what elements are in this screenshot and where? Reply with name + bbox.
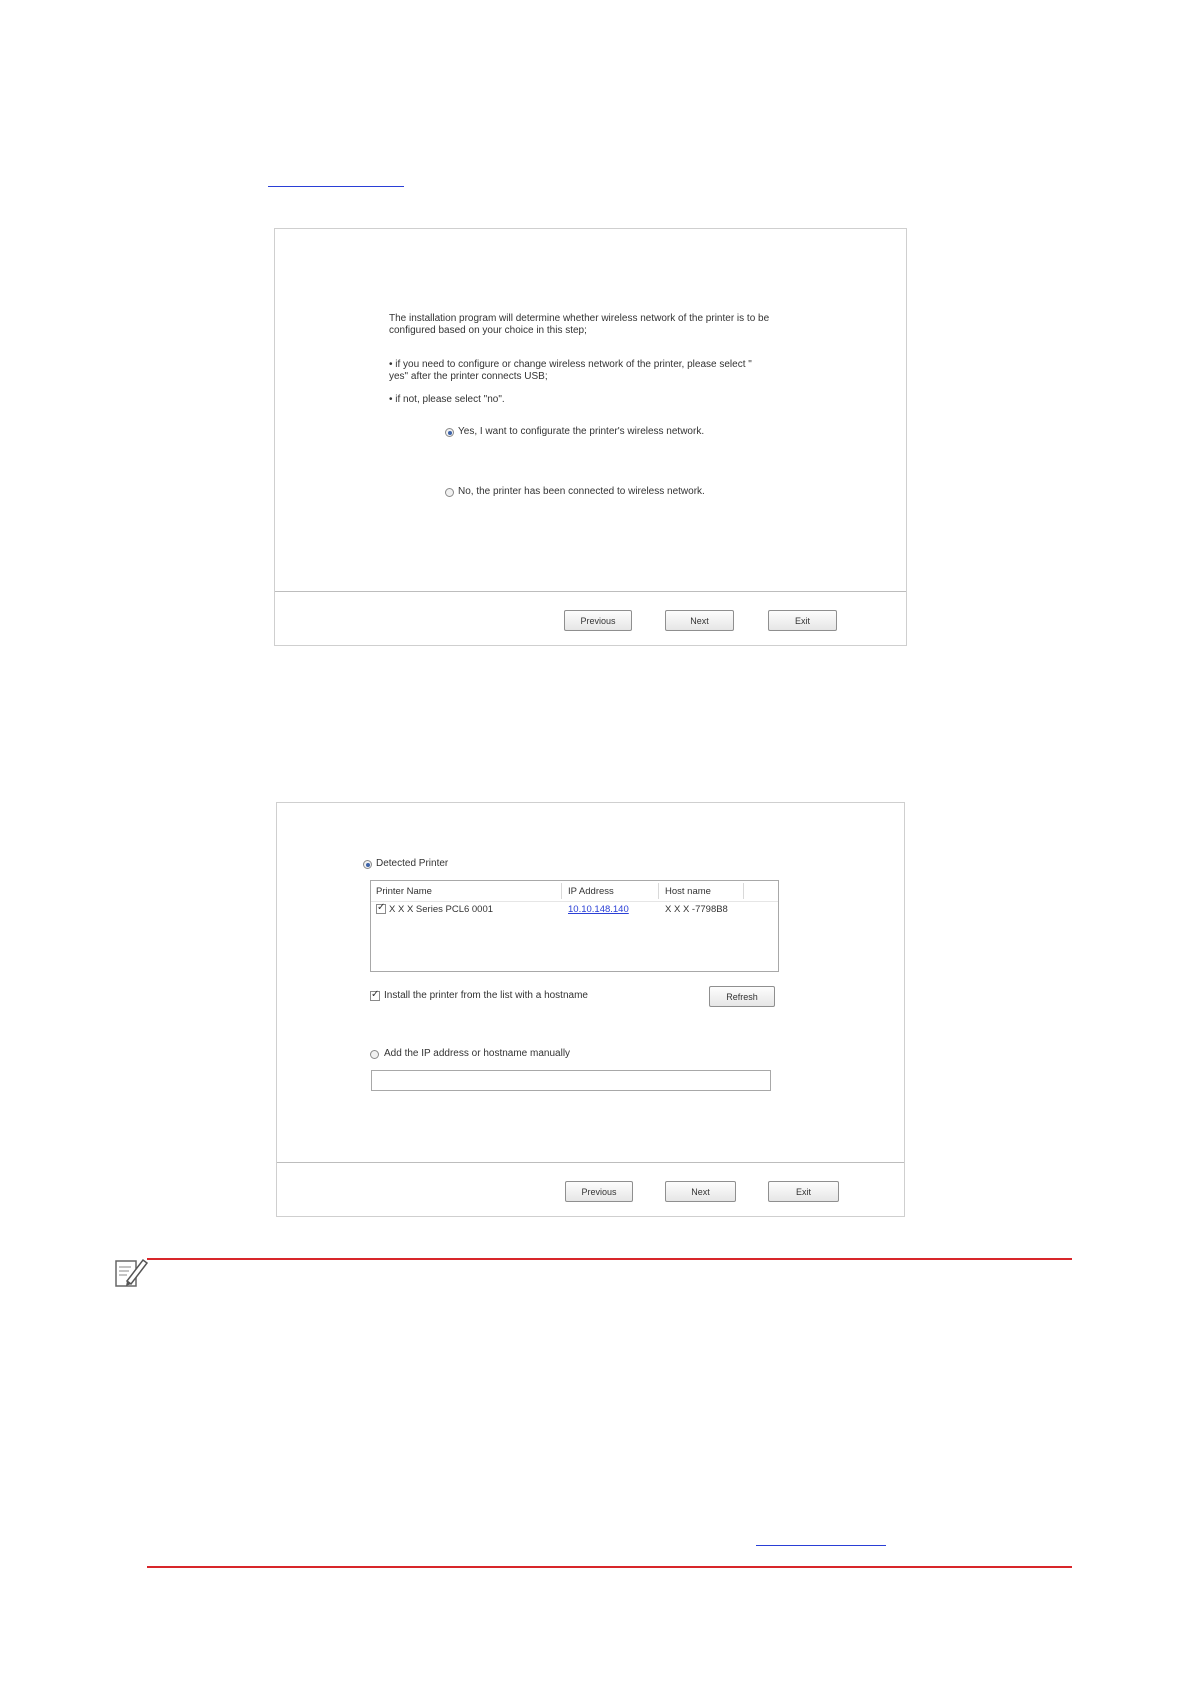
list-header — [371, 881, 778, 902]
radio-yes[interactable] — [445, 428, 454, 437]
next-button[interactable]: Next — [665, 610, 734, 631]
radio-no[interactable] — [445, 488, 454, 497]
refresh-button[interactable]: Refresh — [709, 986, 775, 1007]
hostname-checkbox[interactable] — [370, 991, 380, 1001]
col-printer-name[interactable]: Printer Name — [376, 886, 432, 897]
hostname-checkbox-label[interactable]: Install the printer from the list with a hostname — [384, 990, 588, 1001]
intro-text-line1: The installation program will determine whether wireless network of the printer is to be — [389, 313, 770, 324]
option-yes-label[interactable]: Yes, I want to configurate the printer's wireless network. — [458, 426, 705, 437]
link-underline-bottom[interactable] — [756, 1545, 886, 1546]
previous-button[interactable]: Previous — [565, 1181, 633, 1202]
manual-entry-label[interactable]: Add the IP address or hostname manually — [384, 1048, 571, 1059]
note-pencil-icon — [113, 1255, 149, 1291]
detected-printer-label[interactable]: Detected Printer — [376, 858, 449, 869]
previous-button[interactable]: Previous — [564, 610, 632, 631]
note-bottom-rule — [147, 1566, 1072, 1568]
bullet1-line2: yes" after the printer connects USB; — [389, 371, 548, 382]
next-button[interactable]: Next — [665, 1181, 736, 1202]
row-printer-name: X X X Series PCL6 0001 — [389, 904, 494, 915]
radio-manual-entry[interactable] — [370, 1050, 379, 1059]
printer-detection-dialog — [276, 802, 905, 1217]
bullet2-text: • if not, please select "no". — [389, 394, 505, 405]
note-top-rule — [147, 1258, 1072, 1260]
link-underline-top[interactable] — [268, 186, 404, 187]
bullet1-line1: • if you need to configure or change wireless network of the printer, please select " — [389, 359, 752, 370]
row-checkbox[interactable] — [376, 904, 386, 914]
exit-button[interactable]: Exit — [768, 610, 837, 631]
footer-divider — [277, 1162, 904, 1163]
wireless-config-dialog — [274, 228, 907, 646]
manual-address-input[interactable] — [371, 1070, 771, 1091]
printer-list[interactable] — [370, 880, 779, 972]
col-ip-address[interactable]: IP Address — [568, 886, 614, 897]
footer-divider — [275, 591, 906, 592]
exit-button[interactable]: Exit — [768, 1181, 839, 1202]
column-separator — [743, 883, 744, 899]
row-hostname: X X X -7798B8 — [665, 904, 728, 915]
row-ip-address[interactable]: 10.10.148.140 — [568, 904, 629, 915]
col-hostname[interactable]: Host name — [665, 886, 711, 897]
radio-detected-printer[interactable] — [363, 860, 372, 869]
intro-text-line2: configured based on your choice in this step; — [389, 325, 587, 336]
column-separator — [658, 883, 659, 899]
column-separator — [561, 883, 562, 899]
option-no-label[interactable]: No, the printer has been connected to wireless network. — [458, 486, 705, 497]
